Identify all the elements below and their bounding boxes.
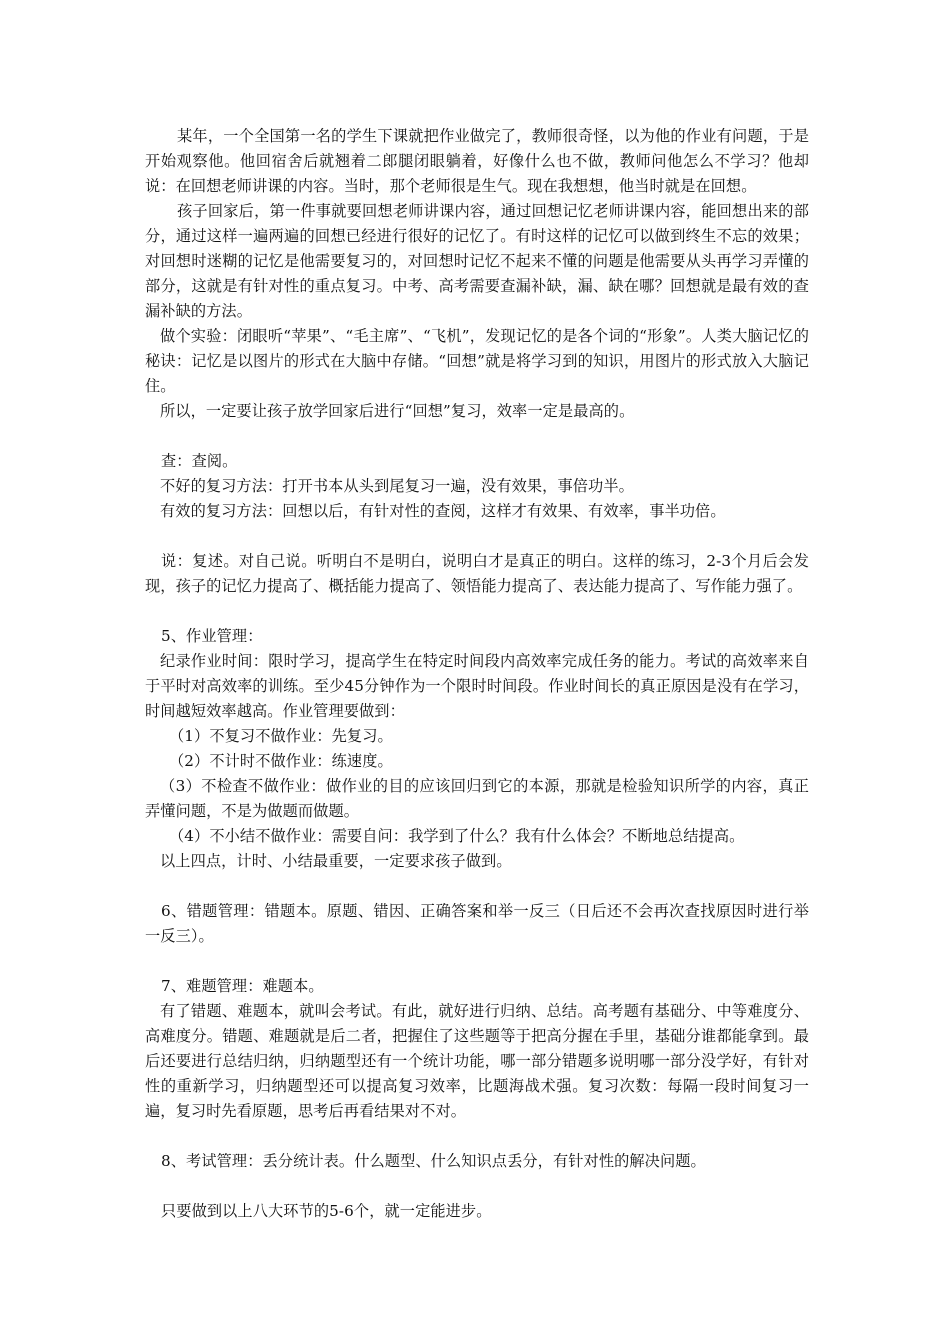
heading-hard-problem-management: 7、难题管理：难题本。 [161,977,324,995]
paragraph-conclusion: 只要做到以上八大环节的5-6个，就一定能进步。 [161,1202,492,1220]
list-item-2: （2）不计时不做作业：练速度。 [169,752,393,770]
paragraph-check-heading: 查：查阅。 [161,452,238,470]
list-item-4: （4）不小结不做作业：需要自问：我学到了什么？我有什么体会？不断地总结提高。 [169,827,745,845]
paragraph-experiment: 做个实验：闭眼听“苹果”、“毛主席”、“飞机”，发现记忆的是各个词的“形象”。人类大脑记忆的秘诀：记忆是以图片的形式在大脑中存储。“回想”就是将学习到的知识，用图片的形式放入大脑记住。 [145,327,809,395]
spacer [145,874,809,899]
spacer [145,1124,809,1149]
heading-exam-management: 8、考试管理：丢分统计表。什么题型、什么知识点丢分，有针对性的解决问题。 [161,1152,706,1170]
spacer [145,599,809,624]
paragraph-bad-method: 不好的复习方法：打开书本从头到尾复习一遍，没有效果，事倍功半。 [160,477,634,495]
paragraph-four-points: 以上四点，计时、小结最重要，一定要求孩子做到。 [160,852,512,870]
spacer [145,949,809,974]
paragraph-recall-story: 某年，一个全国第一名的学生下课就把作业做完了，教师很奇怪，以为他的作业有问题，于是开始观察他。他回宿舍后就翘着二郎腿闭眼躺着，好像什么也不做，教师问他怎么不学习？他却说：在回想老师讲课的内容。当时，那个老师很是生气。现在我想想，他当时就是在回想。 [145,127,809,195]
spacer [145,1174,809,1199]
paragraph-retell: 说：复述。对自己说。听明白不是明白，说明白才是真正的明白。这样的练习，2-3个月后会发现，孩子的记忆力提高了、概括能力提高了、领悟能力提高了、表达能力提高了、写作能力强了。 [145,552,809,595]
spacer [145,524,809,549]
heading-error-management: 6、错题管理：错题本。原题、错因、正确答案和举一反三（日后还不会再次查找原因时进行举一反三）。 [145,902,809,945]
list-item-3: （3）不检查不做作业：做作业的目的应该回归到它的本源，那就是检验知识所学的内容，真正弄懂问题，不是为做题而做题。 [145,777,809,820]
spacer [145,424,809,449]
heading-homework-management: 5、作业管理： [161,627,263,645]
paragraph-hard-problems: 有了错题、难题本，就叫会考试。有此，就好进行归纳、总结。高考题有基础分、中等难度分、高难度分。错题、难题就是后二者，把握住了这些题等于把高分握在手里，基础分谁都能拿到。最后还要进行总结归纳，归纳题型还有一个统计功能，哪一部分错题多说明哪一部分没学好，有针对性的重新学习，归纳题型还可以提高复习效率，比题海战术强。复习次数：每隔一段时间复习一遍，复习时先看原题，思考后再看结果对不对。 [145,1002,809,1120]
list-item-1: （1）不复习不做作业：先复习。 [169,727,393,745]
paragraph-recall-after-school: 孩子回家后，第一件事就要回想老师讲课内容，通过回想记忆老师讲课内容，能回想出来的部分，通过这样一遍两遍的回想已经进行很好的记忆了。有时这样的记忆可以做到终生不忘的效果；对回想时迷糊的记忆是他需要复习的，对回想时记忆不起来不懂的问题是他需要从头再学习弄懂的部分，这就是有针对性的重点复习。中考、高考需要查漏补缺，漏、缺在哪？回想就是最有效的查漏补缺的方法。 [145,202,809,320]
paragraph-recall-conclusion: 所以，一定要让孩子放学回家后进行“回想”复习，效率一定是最高的。 [160,402,635,420]
paragraph-good-method: 有效的复习方法：回想以后，有针对性的查阅，这样才有效果、有效率，事半功倍。 [160,502,726,520]
document-body [145,124,809,1224]
paragraph-homework-time: 纪录作业时间：限时学习，提高学生在特定时间段内高效率完成任务的能力。考试的高效率来自于平时对高效率的训练。至少45分钟作为一个限时时间段。作业时间长的真正原因是没有在学习，时间越短效率越高。作业管理要做到： [145,652,809,720]
